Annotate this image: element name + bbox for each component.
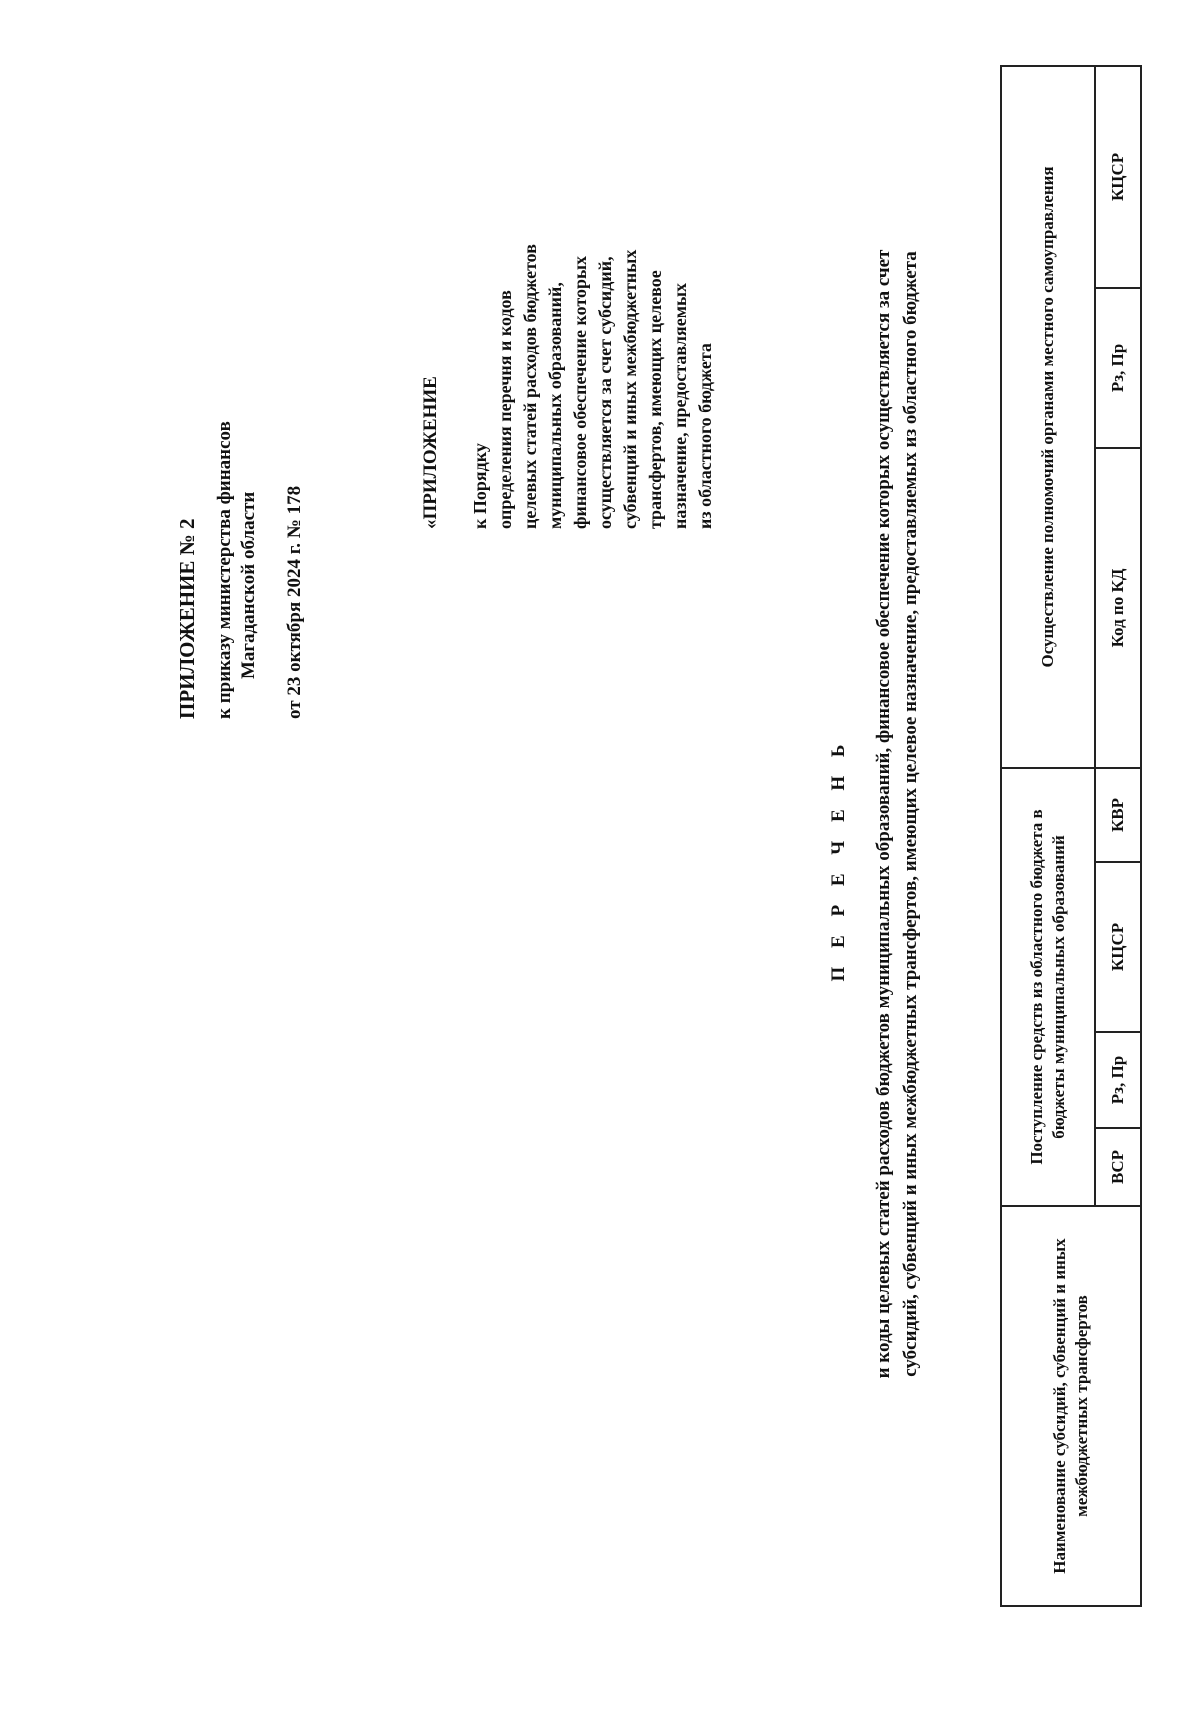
annex-line: осуществляется за счет субсидий, — [595, 256, 615, 529]
annex-line: трансфертов, имеющих целевое — [645, 270, 665, 529]
header-name-column: Наименование субсидий, субвенций и иных межбюджетных трансфертов — [1001, 1206, 1141, 1606]
header-authority-kd-code: Код по КД — [1095, 448, 1141, 768]
annex-line: из областного бюджета — [695, 343, 715, 529]
annex-line: муниципальных образований, — [545, 282, 565, 529]
header-receipt-kcsr: КЦСР — [1095, 862, 1141, 1032]
annex-line: назначение, предоставляемых — [670, 282, 690, 529]
annex-line: к Порядку — [470, 443, 490, 529]
header-authority-rz-pr: Рз, Пр — [1095, 288, 1141, 448]
header-receipt-group: Поступление средств из областного бюджета в бюджеты муниципальных образований — [1001, 768, 1095, 1206]
list-title: П Е Р Е Ч Е Н Ь — [828, 737, 849, 982]
codes-table — [1000, 65, 1142, 1607]
order-reference: к приказу министерства финансов — [214, 421, 235, 719]
order-region: Магаданской области — [238, 491, 259, 679]
annex-line: целевых статей расходов бюджетов — [520, 244, 540, 529]
header-authority-kcsr: КЦСР — [1095, 66, 1141, 288]
annex-block — [420, 109, 718, 529]
header-receipt-kvr: КВР — [1095, 768, 1141, 862]
order-date: от 23 октября 2024 г. № 178 — [284, 485, 305, 719]
appendix-title: ПРИЛОЖЕНИЕ № 2 — [175, 518, 199, 719]
annex-line: финансовое обеспечение которых — [570, 255, 590, 529]
list-description-line: субсидий, субвенций и иных межбюджетных трансфертов, имеющих целевое назначение, предоставляемых из областного бюджета — [900, 251, 921, 1377]
header-receipt-rz-pr: Рз, Пр — [1095, 1032, 1141, 1128]
annex-line: субвенций и иных межбюджетных — [620, 249, 640, 529]
annex-title: «ПРИЛОЖЕНИЕ — [420, 376, 441, 529]
list-description — [870, 19, 924, 1609]
header-receipt-vsr: ВСР — [1095, 1128, 1141, 1206]
annex-line: определения перечня и кодов — [495, 290, 515, 529]
header-authority-group: Осуществление полномочий органами местного самоуправления — [1001, 66, 1095, 768]
list-description-line: и коды целевых статей расходов бюджетов муниципальных образований, финансовое обеспечение которых осуществляется за счет — [873, 249, 894, 1379]
appendix-heading — [175, 99, 307, 719]
